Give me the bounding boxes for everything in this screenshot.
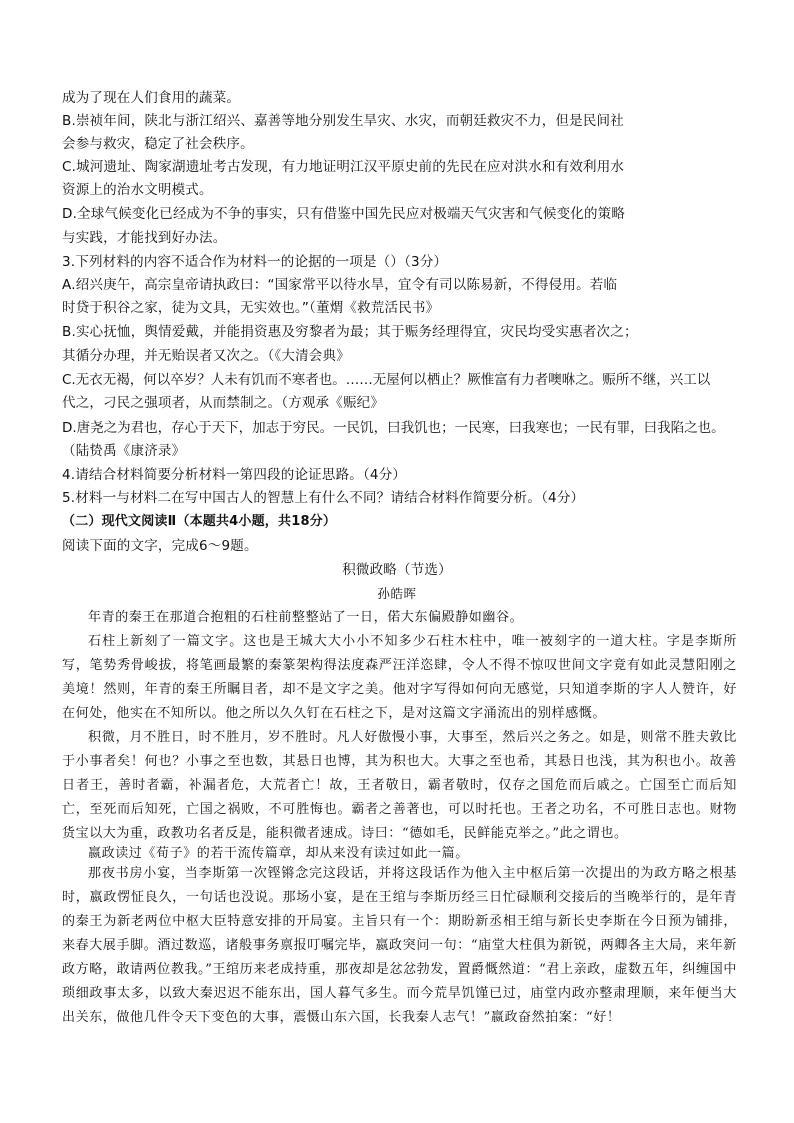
instruction: 阅读下面的文字，完成6～9题。: [62, 538, 258, 554]
text-line: 时贷于积谷之家，徒为文具，无实效也。”（董煟《救荒活民书》: [62, 300, 440, 316]
article-paragraph: 年青的秦王在那道合抱粗的石柱前整整站了一日，偌大东偏殿静如幽谷。: [88, 610, 524, 625]
article-paragraph: 积微，月不胜日，时不胜月，岁不胜时。凡人好傲慢小事，大事至，然后兴之务之。如是，则常不胜夫敦比于小事者矣！何也？小事之至也数，其悬日也博，其为积也大。大事之至也希，其悬日也浅，其为积也小。故善日者王，善时者霸，补漏者危，大荒者亡！故，王者敬日，霸者敬时，仅存之国危而后戚之。亡国至亡而后知亡，至死而后知死，亡国之祸败，不可胜悔也。霸者之善著也，可以时托也。王者之功名，不可胜日志也。财物货宝以大为重，政教功名者反是，能积微者速成。诗曰：“德如毛，民鲜能克举之。”此之谓也。: [62, 730, 737, 841]
text-line: 与实践，才能找到好办法。: [62, 230, 227, 246]
text-line: 成为了现在人们食用的蔬菜。: [62, 90, 241, 106]
text-line: （陆贽禹《康济录》: [62, 443, 186, 459]
option-b-line: B.实心抚恤，舆情爱戴，并能捐资惠及穷黎者为最；其于赈务经理得宜，灾民均受实惠者次之；: [62, 324, 638, 340]
article-title: 积微政略（节选）: [342, 562, 452, 578]
text-line: 会参与救灾，稳定了社会秩序。: [62, 136, 254, 152]
text-line: 资源上的治水文明模式。: [62, 182, 213, 198]
option-c-line: C.无衣无褐，何以卒岁？人未有饥而不寒者也。……无屋何以栖止？厥惟富有力者噢咻之。赈所不继，兴工以: [62, 372, 711, 388]
option-d-line: D.全球气候变化已经成为不争的事实，只有借鉴中国先民应对极端天气灾害和气候变化的策略: [62, 206, 626, 222]
option-d-line: D.唐尧之为君也，存心于天下，加志于穷民。一民饥，曰我饥也；一民寒，曰我寒也；一民有罪，曰我陷之也。: [62, 420, 725, 436]
option-a-line: A.绍兴庚午，高宗皇帝请执政曰：“国家常平以待水旱，宜令有司以陈易新，不得侵用。若临: [62, 277, 618, 293]
section-heading: （二）现代文阅读Ⅱ（本题共4小题，共18分）: [62, 514, 337, 529]
article-paragraph: 嬴政读过《荀子》的若干流传篇章，却从来没有读过如此一篇。: [88, 846, 469, 861]
question-3: 3.下列材料的内容不适合作为材料一的论据的一项是（）（3分）: [62, 254, 448, 270]
option-b-line: B.崇祯年间，陕北与浙江绍兴、嘉善等地分别发生旱灾、水灾，而朝廷救灾不力，但是民间社: [62, 113, 624, 129]
text-line: 其循分办理，并无贻误者又次之。（《大清会典》: [62, 348, 350, 364]
question-4: 4.请结合材料简要分析材料一第四段的论证思路。（4分）: [62, 467, 407, 483]
article-paragraph: 石柱上新刻了一篇文字。这也是王城大大小小不知多少石柱木柱中，唯一被刻字的一道大柱。字是李斯所写，笔势秀骨峻拔，将笔画最繁的秦篆架构得法度森严汪洋恣肆，令人不得不惊叹世间文字竟有如此灵慧阳刚之美境！然则，年青的秦王所瞩目者，却不是文字之美。他对字写得如何向无感觉，只知道李斯的字人人赞许，好在何处，他实在不知所以。他之所以久久钉在石柱之下，是对这篇文字涌流出的别样感慨。: [62, 634, 737, 721]
article-paragraph: 那夜书房小宴，当李斯第一次铿锵念完这段话，并将这段话作为他入主中枢后第一次提出的为政方略之根基时，嬴政愣怔良久，一句话也没说。那场小宴，是在王绾与李斯历经三日忙碌顺利交接后的当晚举行的，是年青的秦王为新老两位中枢大臣特意安排的开局宴。主旨只有一个：期盼新丞相王绾与新长史李斯在今日预为铺排，来春大展手脚。酒过数巡，诸般事务禀报叮嘱完毕，嬴政突问一句：“庙堂大柱俱为新锐，两卿各主大局，来年新政方略，敢请两位教我。”王绾历来老成持重，那夜却是忿忿勃发，置爵慨然道：“君上亲政，虚数五年，纠缠国中琐细政事太多，以致大秦迟迟不能东出，国人暮气多生。而今荒旱饥馑已过，庙堂内政亦整肃理顺，来年便当大出关东，做他几件令天下变色的大事，震慑山东六国，长我秦人志气！”嬴政奋然拍案：“好！: [62, 866, 737, 1025]
text-line: 代之，刁民之强项者，从而禁制之。（方观承《赈纪》: [62, 395, 385, 411]
question-5: 5.材料一与材料二在写中国古人的智慧上有什么不同？请结合材料作简要分析。（4分）: [62, 490, 585, 506]
option-c-line: C.城河遗址、陶家湖遗址考古发现，有力地证明江汉平原史前的先民在应对洪水和有效利用水: [62, 159, 625, 175]
article-author: 孙皓晖: [377, 586, 417, 601]
